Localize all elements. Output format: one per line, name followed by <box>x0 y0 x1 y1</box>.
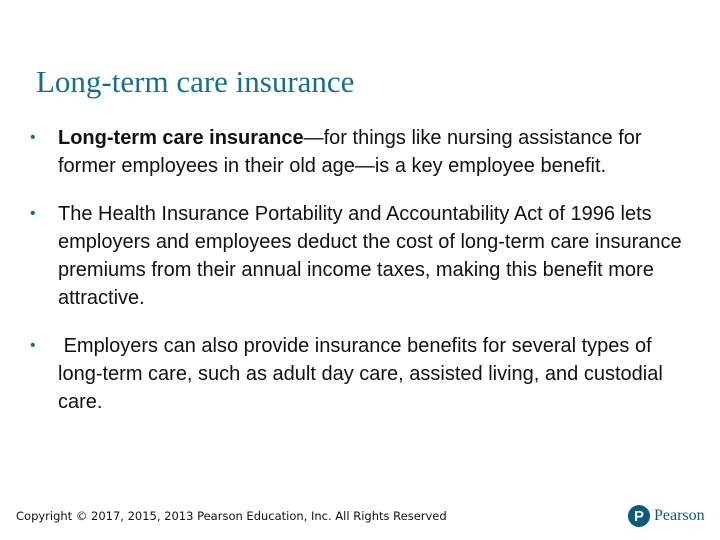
pearson-logo-icon: P <box>628 505 650 527</box>
pearson-logo <box>628 505 705 527</box>
copyright-notice: Copyright © 2017, 2015, 2013 Pearson Education, Inc. All Rights Reserved <box>16 509 447 523</box>
bullet-item <box>30 124 690 180</box>
bullet-icon: • <box>30 337 36 354</box>
bullet-text: —for things like nursing assistance for former employees in their old age—is a key employee benefit. <box>58 127 642 177</box>
bullet-list <box>30 124 690 436</box>
bullet-text: The Health Insurance Portability and Accountability Act of 1996 lets employers and employees deduct the cost of long-term care insurance premiums from their annual income taxes, making this benefit more attractive. <box>58 203 682 309</box>
bullet-item <box>30 332 690 416</box>
bullet-bold-text: Long-term care insurance <box>58 127 304 149</box>
bullet-text: Employers can also provide insurance benefits for several types of long-term care, such as adult day care, assisted living, and custodial care. <box>58 335 669 413</box>
bullet-item <box>30 200 690 312</box>
bullet-icon: • <box>30 129 36 146</box>
pearson-logo-text: Pearson <box>654 507 705 524</box>
slide-title: Long-term care insurance <box>36 64 355 99</box>
bullet-icon: • <box>30 205 36 222</box>
